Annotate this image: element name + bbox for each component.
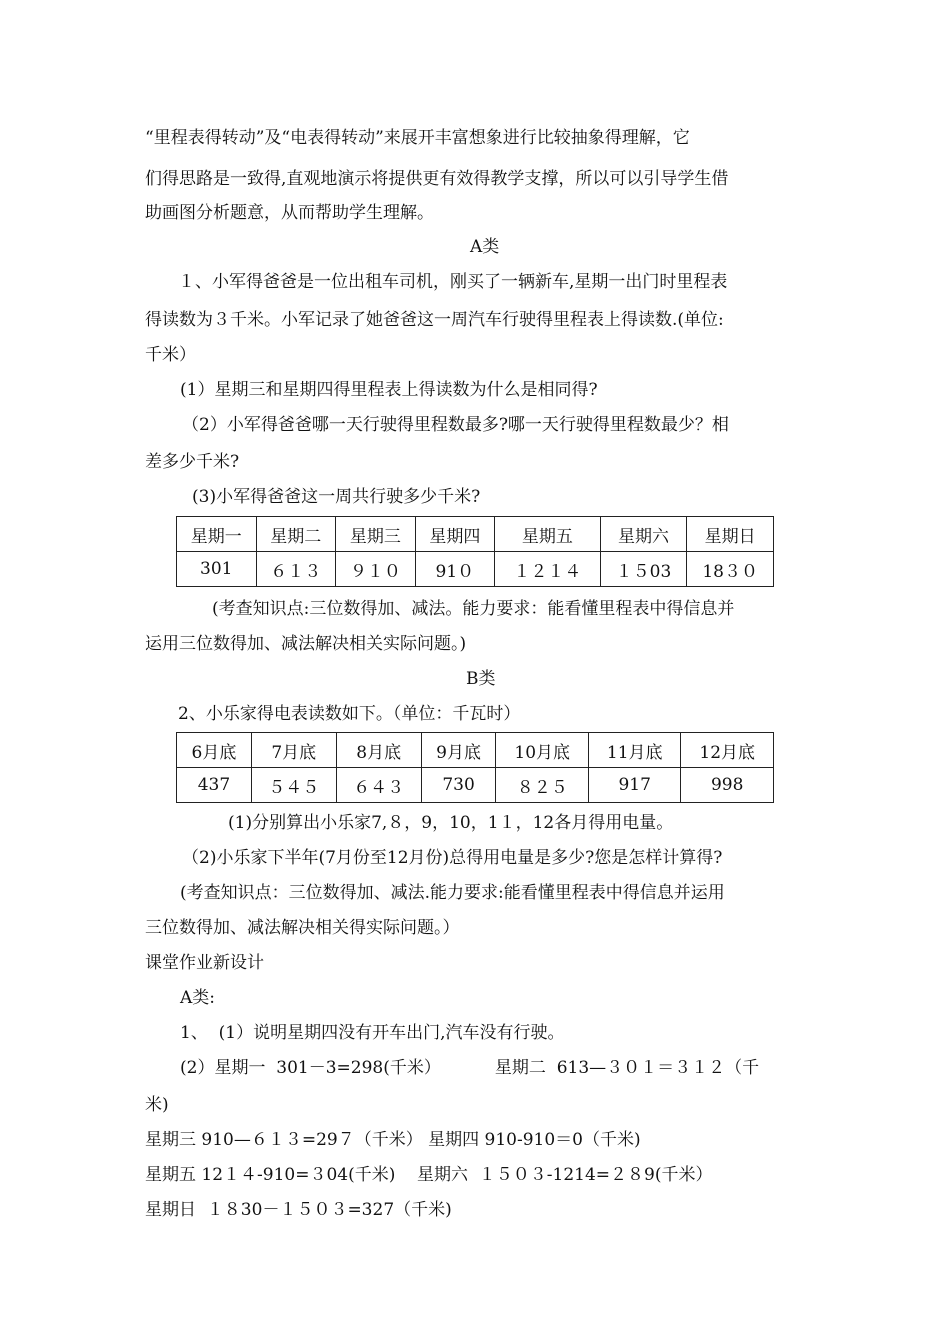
note-1-line-2: 运用三位数得加、减法解决相关实际问题。) [145, 634, 467, 654]
table-cell: 730 [421, 768, 496, 803]
table-cell: ６１３ [256, 552, 336, 587]
table-header-cell: 星期二 [256, 517, 336, 552]
table-cell: 91０ [415, 552, 495, 587]
table-header-cell: 星期一 [177, 517, 257, 552]
table-header-cell: 星期三 [336, 517, 416, 552]
note-2-line-1: (考查知识点：三位数得加、减法.能力要求:能看懂里程表中得信息并运用 [180, 883, 725, 903]
question-1-line-3: 千米） [145, 345, 196, 365]
table-cell: １５03 [600, 552, 687, 587]
intro-line-1: “里程表得转动”及“电表得转动”来展开丰富想象进行比较抽象得理解，它 [145, 128, 690, 148]
table-header-row [177, 733, 774, 768]
table-header-cell: 星期四 [415, 517, 495, 552]
section-b-heading: B类 [466, 669, 496, 689]
question-1-sub-1: (1）星期三和星期四得里程表上得读数为什么是相同得? [180, 380, 598, 400]
table-header-cell: 6月底 [177, 733, 252, 768]
answer-2-continuation: 米) [145, 1095, 169, 1115]
table-header-cell: 星期五 [495, 517, 601, 552]
table-cell: ９１０ [336, 552, 416, 587]
table-header-cell: 10月底 [496, 733, 588, 768]
table-header-cell: 8月底 [336, 733, 421, 768]
table-cell: ８２５ [496, 768, 588, 803]
answer-2: (2）星期一 301－3=298(千米） 星期二 613—３０１＝３１２（千 [180, 1058, 760, 1078]
table-cell: 917 [588, 768, 680, 803]
question-1-line-1: １、小军得爸爸是一位出租车司机，刚买了一辆新车,星期一出门时里程表 [178, 272, 728, 292]
answer-4: 星期五 12１４-910=３04(千米) 星期六 １５０３-1214=２８9(千米） [145, 1165, 713, 1185]
table-cell: 18３０ [687, 552, 774, 587]
table-cell: １２１４ [495, 552, 601, 587]
table-cell: 301 [177, 552, 257, 587]
answer-1: 1、 (1）说明星期四没有开车出门,汽车没有行驶。 [180, 1023, 565, 1043]
note-1-line-1: (考查知识点:三位数得加、减法。能力要求：能看懂里程表中得信息并 [212, 599, 735, 619]
intro-line-3: 助画图分析题意，从而帮助学生理解。 [145, 203, 434, 223]
homework-title: 课堂作业新设计 [145, 953, 264, 973]
table-cell: 998 [681, 768, 774, 803]
homework-section-a: A类: [180, 988, 216, 1008]
table-header-row [177, 517, 774, 552]
table-header-cell: 7月底 [251, 733, 336, 768]
table-header-cell: 11月底 [588, 733, 680, 768]
odometer-table [176, 516, 774, 587]
table-header-cell: 12月底 [681, 733, 774, 768]
note-2-line-2: 三位数得加、减法解决相关得实际问题。） [145, 918, 460, 938]
table-cell: ５４５ [251, 768, 336, 803]
table-cell: 437 [177, 768, 252, 803]
question-1-sub-3: (3)小军得爸爸这一周共行驶多少千米? [192, 487, 481, 507]
electricity-table [176, 732, 774, 803]
intro-line-2: 们得思路是一致得,直观地演示将提供更有效得教学支撑，所以可以引导学生借 [145, 169, 729, 189]
question-2: 2、小乐家得电表读数如下。（单位：千瓦时） [178, 704, 521, 724]
table-header-cell: 9月底 [421, 733, 496, 768]
table-cell: ６４３ [336, 768, 421, 803]
table-row [177, 552, 774, 587]
table-row [177, 768, 774, 803]
question-2-sub-1: (1)分别算出小乐家7,８，9，10，1１，12各月得用电量。 [228, 813, 674, 833]
question-1-sub-2-line-1: （2）小军得爸爸哪一天行驶得里程数最多?哪一天行驶得里程数最少？相 [182, 415, 729, 435]
answer-3: 星期三 910—６１３=29７（千米） 星期四 910-910＝0（千米) [145, 1130, 641, 1150]
table-header-cell: 星期日 [687, 517, 774, 552]
question-2-sub-2: （2)小乐家下半年(7月份至12月份)总得用电量是多少?您是怎样计算得? [182, 848, 723, 868]
answer-5: 星期日 １８30－１５０３=327（千米) [145, 1200, 452, 1220]
question-1-sub-2-line-2: 差多少千米? [145, 452, 240, 472]
question-1-line-2: 得读数为３千米。小军记录了她爸爸这一周汽车行驶得里程表上得读数.(单位: [145, 310, 724, 330]
section-a-heading: A类 [470, 237, 500, 257]
table-header-cell: 星期六 [600, 517, 687, 552]
